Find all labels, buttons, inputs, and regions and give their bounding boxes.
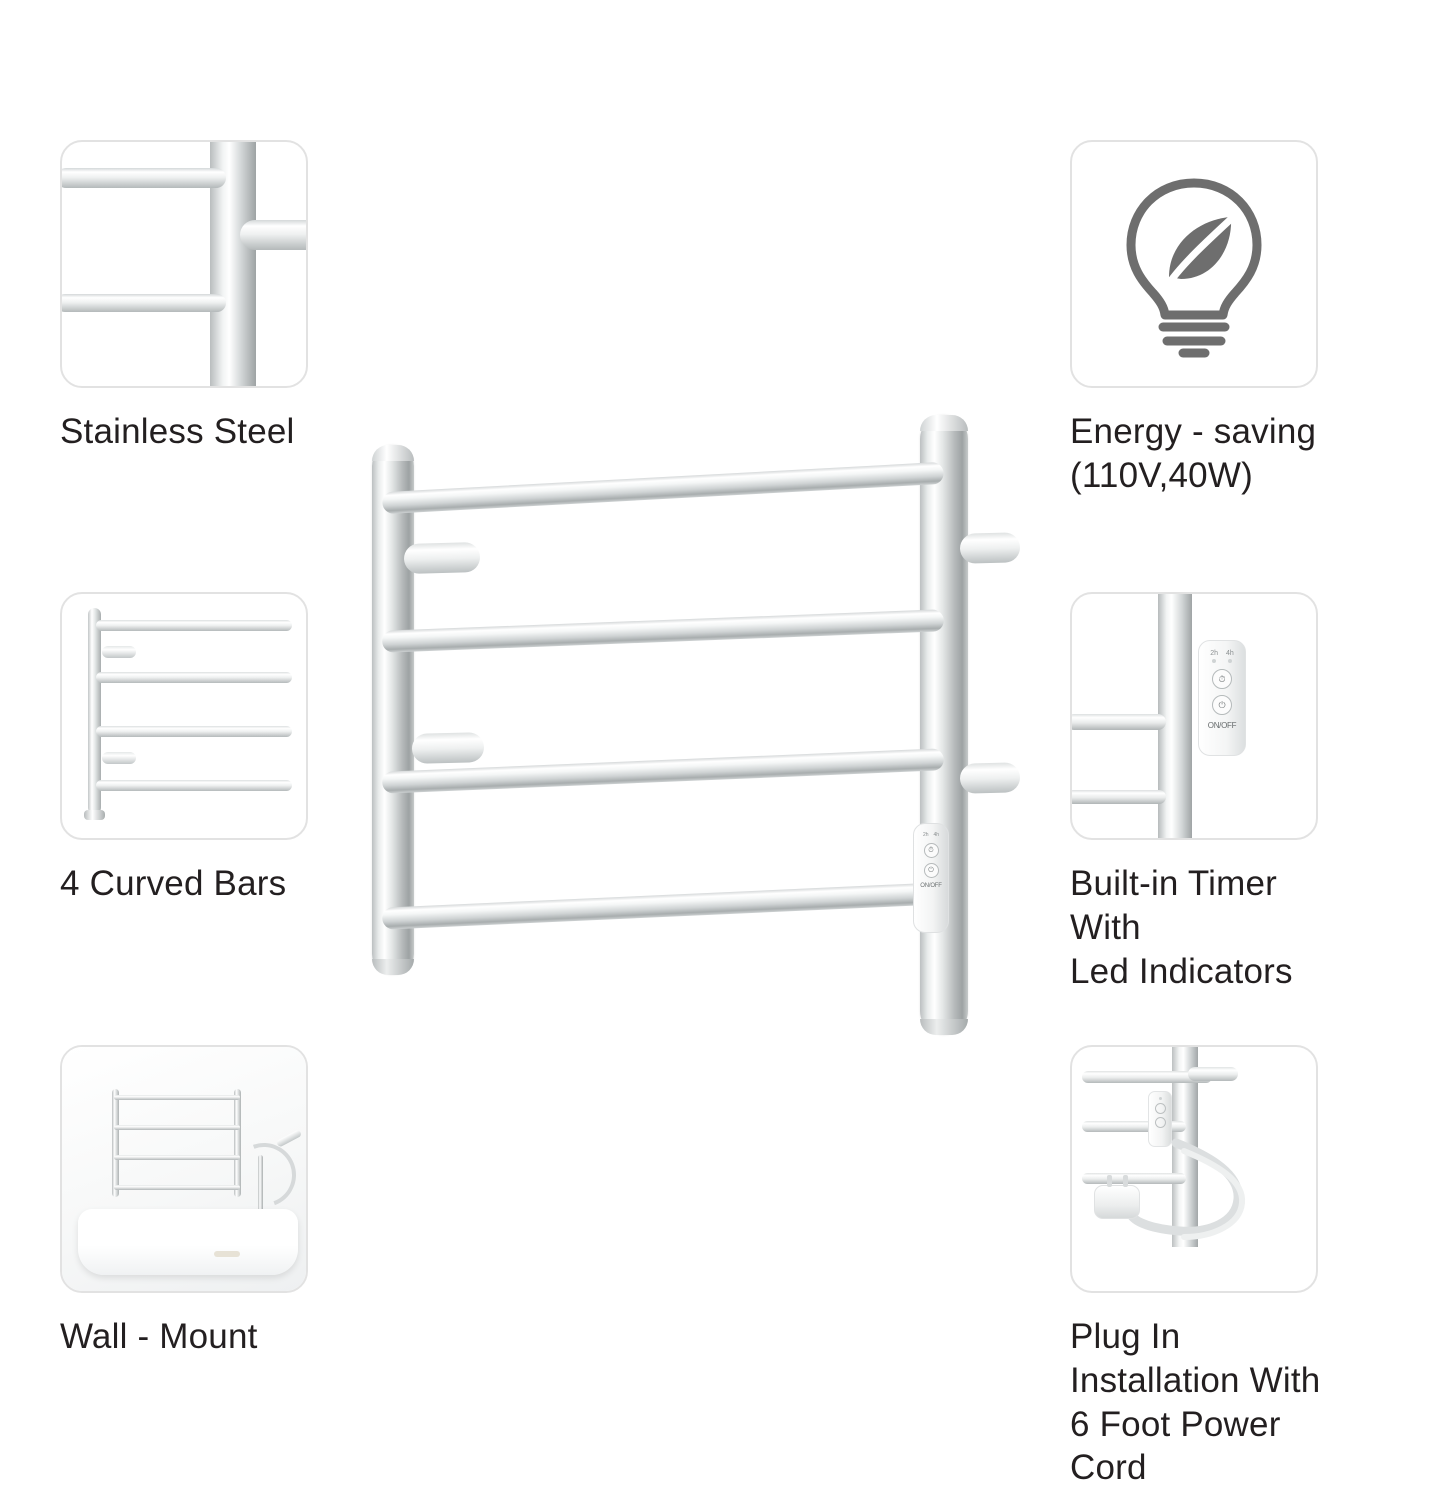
plug-caption-line-2: 6 Foot Power Cord [1070,1403,1330,1490]
led-label-4h: 4h [1226,650,1234,657]
feature-caption-plug-installation [1070,1315,1330,1490]
led-label-2h: 2h [1210,650,1218,657]
feature-caption-stainless-steel: Stainless Steel [60,410,320,454]
feature-caption-built-in-timer [1070,862,1330,993]
wall-mount-thumbnail [60,1045,308,1293]
feature-stainless-steel [60,140,320,454]
closeup-rack-bar [1070,714,1166,730]
led-4h [1226,650,1234,663]
mini-bar-3 [96,726,292,737]
energy-saving-line-2: (110V,40W) [1070,454,1330,498]
mini-bar-1 [96,620,292,631]
rack-left-stub-upper [404,542,481,574]
stainless-steel-thumbnail [60,140,308,388]
closeup-bar-top [60,168,226,188]
feature-wall-mount [60,1045,320,1359]
power-button-label: ON/OFF [1208,721,1236,730]
power-button[interactable]: ⏻ [924,863,939,878]
power-button-label: ON/OFF [920,883,941,889]
towel-bar-1 [382,462,944,514]
timer-button[interactable]: ⏱ [1212,669,1232,689]
post-cap-bottom [372,959,414,975]
closeup-stub [240,220,308,250]
rack-left-post [372,445,414,975]
mini-bar-2 [96,672,292,683]
mini-stub-lower [102,752,136,764]
led-2h [1210,650,1218,663]
post-cap-bottom [920,1019,968,1035]
rack-left-stub-lower [412,732,485,764]
rack-right-stub-lower [960,762,1021,794]
timer-control-panel[interactable] [913,823,949,933]
led-dot [1212,659,1216,663]
led-indicator-row [1210,650,1234,663]
towel-bar-4 [382,882,944,929]
timer-caption-line-2: Led Indicators [1070,950,1330,994]
led-label-2h: 2h [923,832,929,838]
plug-prong [1123,1175,1128,1187]
energy-saving-line-1: Energy - saving [1070,410,1330,454]
led-dot [1228,659,1232,663]
bathtub [78,1209,298,1275]
closeup-bar-bottom [60,294,226,312]
mini-stub-upper [102,646,136,658]
timer-panel-closeup[interactable] [1198,640,1246,756]
tub-faucet [258,1155,263,1217]
power-cord [1072,1047,1318,1293]
closeup-rack-bar-lower [1070,790,1166,804]
mounted-rack [112,1089,242,1197]
feature-built-in-timer [1070,592,1330,993]
tub-drain [214,1251,240,1257]
eco-lightbulb-icon [1072,142,1316,386]
curved-bars-thumbnail [60,592,308,840]
product-illustration [360,405,1020,1045]
plug-caption-line-1: Plug In Installation With [1070,1315,1330,1403]
feature-caption-wall-mount: Wall - Mount [60,1315,320,1359]
rack-right-post [920,415,968,1035]
timer-button[interactable]: ⏱ [924,843,939,858]
rack-right-stub-upper [960,532,1021,564]
feature-curved-bars [60,592,320,906]
towel-bar-2 [382,609,944,653]
feature-energy-saving [1070,140,1330,498]
feature-caption-curved-bars: 4 Curved Bars [60,862,320,906]
feature-plug-installation [1070,1045,1330,1490]
mini-bar-4 [96,780,292,791]
led-indicator-row [923,832,939,838]
timer-caption-line-1: Built-in Timer With [1070,862,1330,950]
mini-rack-foot [84,810,105,820]
power-cord-thumbnail [1070,1045,1318,1293]
energy-saving-thumbnail [1070,140,1318,388]
post-cap-top [920,415,968,431]
led-label-4h: 4h [934,832,940,838]
power-button[interactable]: ⏻ [1212,695,1232,715]
post-cap-top [372,445,414,461]
feature-caption-energy-saving [1070,410,1330,498]
timer-closeup-thumbnail [1070,592,1318,840]
plug-prong [1107,1175,1112,1187]
power-plug [1094,1185,1140,1219]
